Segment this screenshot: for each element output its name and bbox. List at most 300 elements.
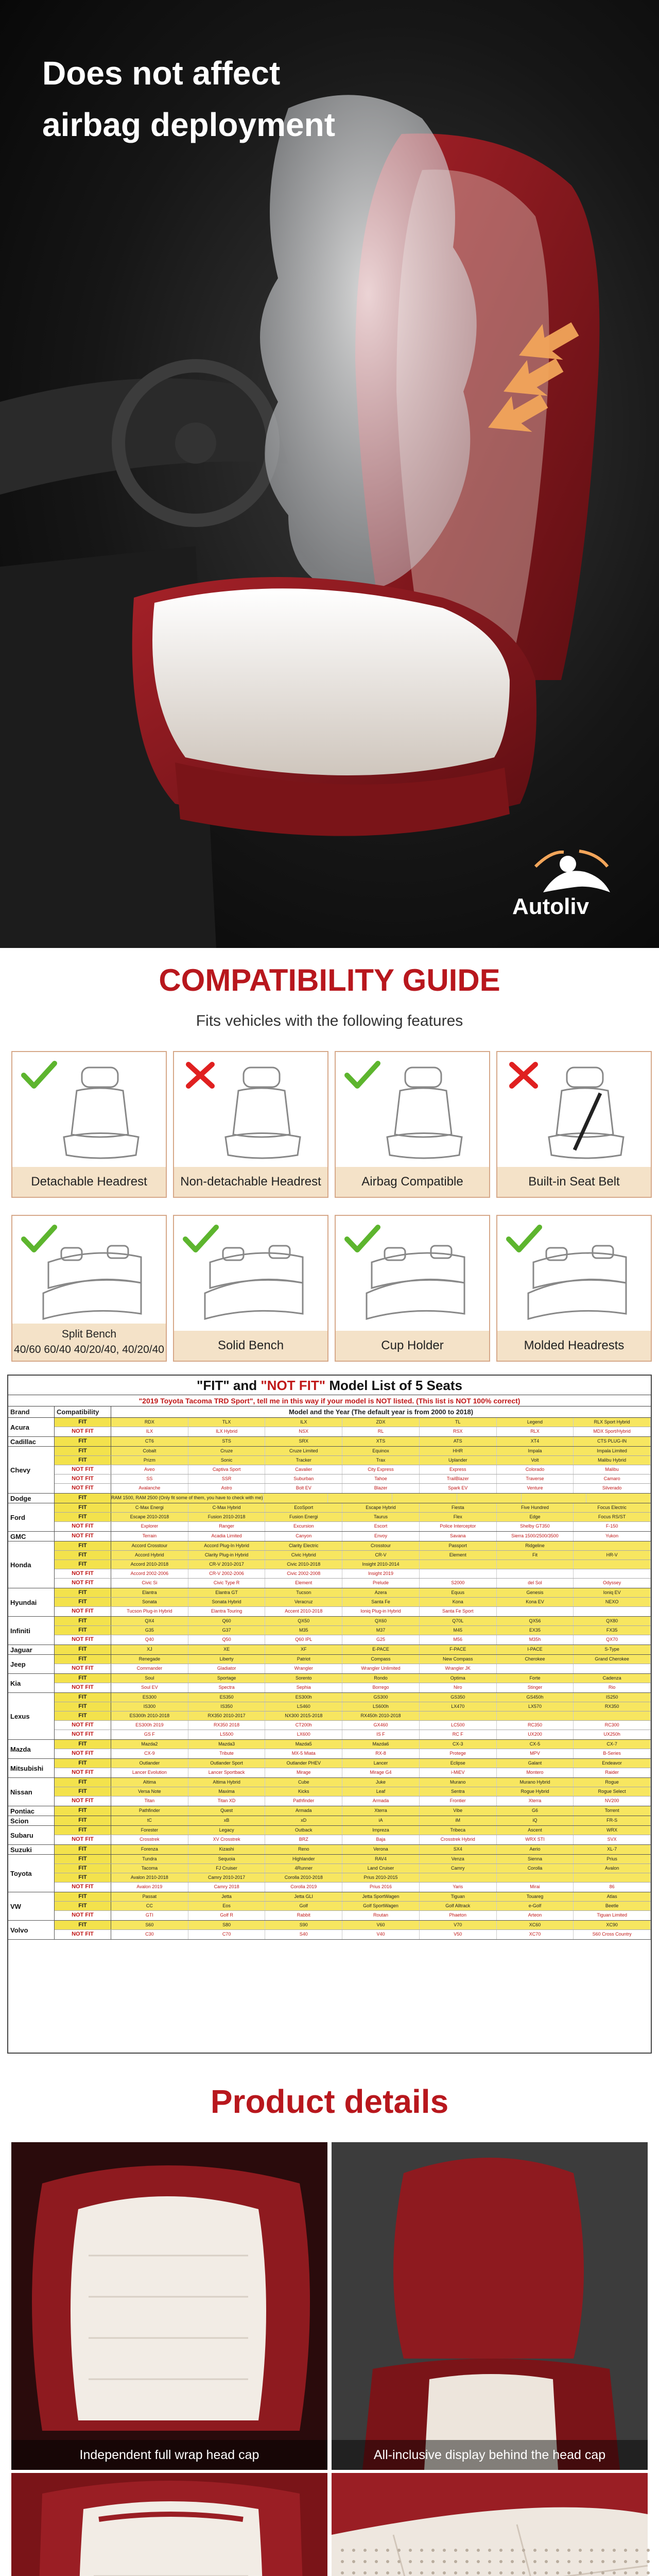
fit-status: FIT <box>55 1674 111 1683</box>
feature-label: Built-in Seat Belt <box>528 1175 620 1189</box>
fit-status: NOT FIT <box>55 1911 111 1920</box>
model-cell: RAM 1500, RAM 2500 (Only fit some of them, you have to check with me) <box>111 1494 264 1503</box>
model-cell: LC500 <box>420 1721 497 1730</box>
hero-section <box>0 0 659 948</box>
model-cell: CTS PLUG-IN <box>574 1437 651 1446</box>
brand-block <box>8 1588 651 1617</box>
model-cell: Tiguan Limited <box>574 1911 651 1920</box>
model-cell: Cruze <box>188 1447 266 1455</box>
brand-block <box>8 1494 651 1503</box>
model-cell <box>420 1711 497 1720</box>
model-cell: Tundra <box>111 1855 188 1863</box>
fit-status: FIT <box>55 1787 111 1796</box>
seat-outline-icon <box>387 1067 462 1158</box>
model-cell <box>497 1569 574 1578</box>
model-cell: CC <box>111 1902 188 1910</box>
table-row <box>55 1456 651 1465</box>
model-cell: Camry <box>420 1864 497 1873</box>
model-cell: LX570 <box>497 1702 574 1711</box>
table-row <box>55 1693 651 1702</box>
fit-status: FIT <box>55 1892 111 1901</box>
model-cell: Armada <box>342 1797 420 1806</box>
model-cell: Mazda5 <box>265 1740 342 1749</box>
model-cell: SS <box>111 1475 188 1483</box>
model-cell: Kona EV <box>497 1598 574 1606</box>
brand-block <box>8 1645 651 1655</box>
model-cell: Civic 2002-2008 <box>265 1569 342 1578</box>
model-cell: Malibu <box>574 1465 651 1474</box>
model-cell: XT4 <box>497 1437 574 1446</box>
fit-status: FIT <box>55 1806 111 1816</box>
model-cell: Commander <box>111 1664 188 1673</box>
model-cell: SSR <box>188 1475 266 1483</box>
model-cell: Avalon 2010-2018 <box>111 1873 188 1882</box>
model-cell: SX4 <box>420 1845 497 1854</box>
table-header-row <box>8 1406 651 1418</box>
model-cell: XV Crosstrek <box>188 1835 266 1844</box>
model-cell: Highlander <box>265 1855 342 1863</box>
model-cell: Mazda3 <box>188 1740 266 1749</box>
hero-title-line-1: Does not affect <box>42 55 281 92</box>
table-row <box>55 1465 651 1475</box>
model-cell: Pathfinder <box>111 1806 188 1816</box>
brand-name: Ford <box>8 1503 55 1531</box>
model-cell: Legend <box>497 1418 574 1427</box>
fit-status: FIT <box>55 1845 111 1854</box>
model-cell: Eos <box>188 1902 266 1910</box>
brand-name: Scion <box>8 1816 55 1825</box>
brand-block <box>8 1816 651 1826</box>
fit-status: FIT <box>55 1740 111 1749</box>
model-cell: Cobalt <box>111 1447 188 1455</box>
model-cell: Sierra 1500/2500/3500 <box>497 1532 574 1541</box>
model-cell: QX60 <box>342 1617 420 1625</box>
model-cell: Kicks <box>265 1787 342 1796</box>
model-cell: Land Cruiser <box>342 1864 420 1873</box>
model-cell: Elantra GT <box>188 1588 266 1597</box>
model-cell: Kona <box>420 1598 497 1606</box>
product-details-title: Product details <box>210 2083 449 2120</box>
brand-block <box>8 1778 651 1806</box>
feature-label: Non-detachable Headrest <box>180 1175 321 1189</box>
model-cell: Galant <box>497 1759 574 1768</box>
model-cell: Rogue Hybrid <box>497 1787 574 1796</box>
brand-block <box>8 1806 651 1816</box>
model-cell: Murano Hybrid <box>497 1778 574 1787</box>
fit-status: NOT FIT <box>55 1683 111 1692</box>
model-cell: Santa Fe Sport <box>420 1607 497 1616</box>
brand-block <box>8 1532 651 1541</box>
product-panel-back-headcap <box>332 2142 648 2470</box>
model-cell: MX-5 Miata <box>265 1749 342 1758</box>
model-cell: Astro <box>188 1484 266 1493</box>
feature-card <box>335 1215 490 1362</box>
model-cell: WRX STI <box>497 1835 574 1844</box>
brand-block <box>8 1740 651 1759</box>
model-cell: V60 <box>342 1921 420 1929</box>
model-cell: Ascent <box>497 1826 574 1835</box>
model-cell: Golf Alltrack <box>420 1902 497 1910</box>
model-cell: Ridgeline <box>497 1541 574 1550</box>
feature-label: Airbag Compatible <box>361 1175 463 1189</box>
fit-status: FIT <box>55 1826 111 1835</box>
model-cell: S60 Cross Country <box>574 1930 651 1939</box>
model-cell: GS450h <box>497 1693 574 1702</box>
model-cell: BRZ <box>265 1835 342 1844</box>
table-row <box>55 1551 651 1560</box>
model-cell: Civic Si <box>111 1579 188 1588</box>
compat-subtitle: Fits vehicles with the following features <box>196 1012 463 1029</box>
model-cell: Veracruz <box>265 1598 342 1606</box>
feature-caption <box>174 1331 327 1361</box>
table-row <box>55 1598 651 1607</box>
model-cell: Captiva Sport <box>188 1465 266 1474</box>
model-cell: IS F <box>342 1730 420 1739</box>
model-cell: S-Type <box>574 1645 651 1654</box>
model-cell: Frontier <box>420 1797 497 1806</box>
model-cell: Juke <box>342 1778 420 1787</box>
model-cell: FX35 <box>574 1626 651 1635</box>
model-cell: Accord Plug-In Hybrid <box>188 1541 266 1550</box>
model-cell: Crosstrek <box>111 1835 188 1844</box>
feature-card <box>496 1051 652 1198</box>
model-cell: M35h <box>497 1635 574 1645</box>
model-cell: WRX <box>574 1826 651 1835</box>
table-row <box>55 1845 651 1854</box>
model-cell <box>574 1541 651 1550</box>
model-cell: Golf <box>265 1902 342 1910</box>
model-cell: FJ Cruiser <box>188 1864 266 1873</box>
table-row <box>55 1911 651 1920</box>
model-cell: V50 <box>420 1930 497 1939</box>
model-cell: RX350 2010-2017 <box>188 1711 266 1720</box>
brand-name: Honda <box>8 1541 55 1588</box>
model-cell: Insight 2019 <box>342 1569 420 1578</box>
seat-outline-icon <box>226 1067 300 1158</box>
brand-block <box>8 1759 651 1778</box>
brand-block <box>8 1437 651 1447</box>
fit-status: FIT <box>55 1456 111 1465</box>
brand-block <box>8 1892 651 1921</box>
model-cell: RL <box>342 1427 420 1436</box>
model-cell: IS350 <box>188 1702 266 1711</box>
fit-status: NOT FIT <box>55 1579 111 1588</box>
feature-card <box>496 1215 652 1362</box>
model-cell: Colorado <box>497 1465 574 1474</box>
model-cell: e-Golf <box>497 1902 574 1910</box>
model-cell: Routan <box>342 1911 420 1920</box>
model-cell: M45 <box>420 1626 497 1635</box>
model-cell: NSX <box>265 1427 342 1436</box>
feature-caption <box>12 1324 166 1361</box>
model-cell: Excursion <box>265 1522 342 1531</box>
model-cell: Compass <box>342 1655 420 1664</box>
model-cell: Fusion 2010-2018 <box>188 1513 266 1521</box>
table-row <box>55 1541 651 1551</box>
model-cell: CX-7 <box>574 1740 651 1749</box>
model-cell: XC90 <box>574 1921 651 1929</box>
feature-caption <box>497 1331 651 1361</box>
model-cell: CR-V 2010-2017 <box>188 1560 266 1569</box>
model-cell: Escape 2010-2018 <box>111 1513 188 1521</box>
model-cell: S60 <box>111 1921 188 1929</box>
model-cell: Spectra <box>188 1683 266 1692</box>
model-cell: QX80 <box>574 1617 651 1625</box>
model-cell: Cruze Limited <box>265 1447 342 1455</box>
model-cell: Ranger <box>188 1522 266 1531</box>
table-title-c: Model List of 5 Seats <box>325 1378 462 1393</box>
model-cell: Tribute <box>188 1749 266 1758</box>
fit-status: FIT <box>55 1494 111 1503</box>
model-cell: Niro <box>420 1683 497 1692</box>
feature-card <box>173 1051 328 1198</box>
model-cell: IS250 <box>574 1693 651 1702</box>
model-cell: Lancer Evolution <box>111 1768 188 1777</box>
model-cell: XL-7 <box>574 1845 651 1854</box>
model-cell: Traverse <box>497 1475 574 1483</box>
model-cell: Mirage <box>265 1768 342 1777</box>
model-cell: Lancer <box>342 1759 420 1768</box>
model-cell: Silverado <box>574 1484 651 1493</box>
model-cell: Corolla 2019 <box>265 1883 342 1892</box>
model-cell: Corolla 2010-2018 <box>265 1873 342 1882</box>
model-cell: Kizashi <box>188 1845 266 1854</box>
table-row <box>55 1655 651 1664</box>
table-row <box>55 1730 651 1739</box>
model-cell: Sonata <box>111 1598 188 1606</box>
table-row <box>55 1721 651 1730</box>
model-cell: Camry 2018 <box>188 1883 266 1892</box>
model-cell: RX450h 2010-2018 <box>342 1711 420 1720</box>
model-cell: LS600h <box>342 1702 420 1711</box>
model-cell: Jetta SportWagen <box>342 1892 420 1901</box>
table-note: "2019 Toyota Tacoma TRD Sport", tell me in this way if your model is NOT listed. (This list is NOT 100% correct) <box>8 1395 651 1406</box>
model-cell: Q60 IPL <box>265 1635 342 1645</box>
table-row <box>55 1768 651 1777</box>
model-cell: Ioniq Plug-in Hybrid <box>342 1607 420 1616</box>
model-cell: Yaris <box>420 1883 497 1892</box>
model-cell: Corolla <box>497 1864 574 1873</box>
table-row <box>55 1494 651 1503</box>
model-cell: Verona <box>342 1845 420 1854</box>
fit-status: NOT FIT <box>55 1835 111 1844</box>
model-cell: Ioniq EV <box>574 1588 651 1597</box>
table-title-b: "NOT FIT" <box>261 1378 326 1393</box>
model-cell: C-Max Energi <box>111 1503 188 1512</box>
fit-status: FIT <box>55 1855 111 1863</box>
table-row <box>55 1569 651 1579</box>
model-cell: Tucson Plug-in Hybrid <box>111 1607 188 1616</box>
model-cell: Reno <box>265 1845 342 1854</box>
table-row <box>55 1674 651 1683</box>
feature-card <box>335 1051 490 1198</box>
model-cell <box>574 1711 651 1720</box>
table-row <box>55 1921 651 1930</box>
model-cell <box>420 1873 497 1882</box>
model-cell: Impreza <box>342 1826 420 1835</box>
model-cell <box>522 1494 586 1503</box>
table-row <box>55 1797 651 1806</box>
model-cell: Rio <box>574 1683 651 1692</box>
model-cell: V40 <box>342 1930 420 1939</box>
brand-block <box>8 1617 651 1645</box>
fit-status: FIT <box>55 1617 111 1625</box>
model-cell: LS460 <box>265 1702 342 1711</box>
model-cell: RX350 <box>574 1702 651 1711</box>
model-cell: GX460 <box>342 1721 420 1730</box>
fit-status: FIT <box>55 1598 111 1606</box>
brand-name: VW <box>8 1892 55 1920</box>
brand-name: Subaru <box>8 1826 55 1844</box>
brand-name: Jeep <box>8 1655 55 1673</box>
feature-label: Split Bench <box>61 1328 117 1340</box>
model-cell: Tucson <box>265 1588 342 1597</box>
model-cell: Explorer <box>111 1522 188 1531</box>
table-row <box>55 1778 651 1787</box>
brand-name: Suzuki <box>8 1845 55 1854</box>
model-cell: Outlander <box>111 1759 188 1768</box>
model-cell: Tracker <box>265 1456 342 1465</box>
model-cell: Flex <box>420 1513 497 1521</box>
model-cell: M35 <box>265 1626 342 1635</box>
table-row <box>55 1683 651 1692</box>
brand-block <box>8 1845 651 1855</box>
model-cell: ES300h <box>265 1693 342 1702</box>
brand-block <box>8 1447 651 1494</box>
model-cell: Aerio <box>497 1845 574 1854</box>
model-cell: CX-9 <box>111 1749 188 1758</box>
table-title <box>8 1376 651 1395</box>
model-cell: Forenza <box>111 1845 188 1854</box>
model-cell: Volt <box>497 1456 574 1465</box>
fit-status: FIT <box>55 1626 111 1635</box>
brand-name: Mitsubishi <box>8 1759 55 1777</box>
model-cell <box>328 1494 392 1503</box>
model-cell: G37 <box>188 1626 266 1635</box>
feature-caption <box>336 1167 489 1197</box>
model-cell: F-PACE <box>420 1645 497 1654</box>
model-cell: Passport <box>420 1541 497 1550</box>
compat-title: COMPATIBILITY GUIDE <box>159 963 500 997</box>
check-icon <box>509 1227 540 1250</box>
model-cell: Borrego <box>342 1683 420 1692</box>
model-cell: C30 <box>111 1930 188 1939</box>
model-cell: Sonic <box>188 1456 266 1465</box>
model-cell: Genesis <box>497 1588 574 1597</box>
model-cell: Mazda2 <box>111 1740 188 1749</box>
model-cell: I-PACE <box>497 1645 574 1654</box>
model-cell: RAV4 <box>342 1855 420 1863</box>
table-row <box>55 1930 651 1939</box>
table-row <box>55 1826 651 1835</box>
table-row <box>55 1740 651 1749</box>
model-cell: Mirage G4 <box>342 1768 420 1777</box>
model-cell: Accord Crosstour <box>111 1541 188 1550</box>
model-cell: Taurus <box>342 1513 420 1521</box>
model-cell: ES300 <box>111 1693 188 1702</box>
model-cell: Sephia <box>265 1683 342 1692</box>
model-cell: Venture <box>497 1484 574 1493</box>
model-cell: Fiesta <box>420 1503 497 1512</box>
model-cell: Raider <box>574 1768 651 1777</box>
brand-name: Volvo <box>8 1921 55 1939</box>
brand-block <box>8 1855 651 1892</box>
brand-name: Mazda <box>8 1740 55 1758</box>
model-cell <box>574 1560 651 1569</box>
feature-card <box>173 1215 328 1362</box>
model-cell: Azera <box>342 1588 420 1597</box>
model-cell: Aveo <box>111 1465 188 1474</box>
model-cell: Forester <box>111 1826 188 1835</box>
brand-block <box>8 1418 651 1437</box>
feature-label: Detachable Headrest <box>31 1175 147 1189</box>
fit-status: FIT <box>55 1588 111 1597</box>
model-cell: Rogue <box>574 1778 651 1787</box>
brand-block <box>8 1541 651 1588</box>
model-cell <box>497 1873 574 1882</box>
model-cell: RX350 2018 <box>188 1721 266 1730</box>
model-cell: Element <box>420 1551 497 1560</box>
model-cell <box>497 1664 574 1673</box>
model-cell: Outlander PHEV <box>265 1759 342 1768</box>
model-cell: Uplander <box>420 1456 497 1465</box>
model-cell: Soul <box>111 1674 188 1683</box>
model-cell: Impala Limited <box>574 1447 651 1455</box>
model-cell: Mazda6 <box>342 1740 420 1749</box>
model-cell: Leaf <box>342 1787 420 1796</box>
seat-outline-icon <box>64 1067 138 1158</box>
model-cell: Jetta <box>188 1892 266 1901</box>
table-row <box>55 1427 651 1436</box>
feature-label-2: 40/60 60/40 40/20/40, 40/20/40 <box>14 1344 164 1355</box>
model-cell: Optima <box>420 1674 497 1683</box>
table-row <box>55 1418 651 1427</box>
model-cell: RSX <box>420 1427 497 1436</box>
model-cell: Avalon <box>574 1864 651 1873</box>
model-cell: Wrangler JK <box>420 1664 497 1673</box>
model-cell: Odyssey <box>574 1579 651 1588</box>
model-cell: Passat <box>111 1892 188 1901</box>
fit-status: FIT <box>55 1541 111 1550</box>
brand-block <box>8 1655 651 1674</box>
seat-outline-icon <box>367 1246 464 1319</box>
model-cell: CT200h <box>265 1721 342 1730</box>
model-cell: RLX <box>497 1427 574 1436</box>
model-cell: Cube <box>265 1778 342 1787</box>
fit-status: NOT FIT <box>55 1484 111 1493</box>
table-row <box>55 1437 651 1446</box>
model-cell: IS300 <box>111 1702 188 1711</box>
model-cell: B-Series <box>574 1749 651 1758</box>
model-cell: Arteon <box>497 1911 574 1920</box>
model-cell: CT6 <box>111 1437 188 1446</box>
model-cell: GS350 <box>420 1693 497 1702</box>
model-cell: Civic Type R <box>188 1579 266 1588</box>
model-cell: QX50 <box>265 1617 342 1625</box>
lumbar-illustration <box>11 2473 327 2576</box>
model-cell: Tacoma <box>111 1864 188 1873</box>
model-cell: NV200 <box>574 1797 651 1806</box>
brand-name: Acura <box>8 1418 55 1436</box>
model-cell: Spark EV <box>420 1484 497 1493</box>
model-cell: Soul EV <box>111 1683 188 1692</box>
model-cell: Prelude <box>342 1579 420 1588</box>
model-cell: iA <box>342 1816 420 1825</box>
model-cell: F-150 <box>574 1522 651 1531</box>
table-row <box>55 1626 651 1635</box>
brand-name: Jaguar <box>8 1645 55 1654</box>
check-icon <box>185 1227 216 1250</box>
